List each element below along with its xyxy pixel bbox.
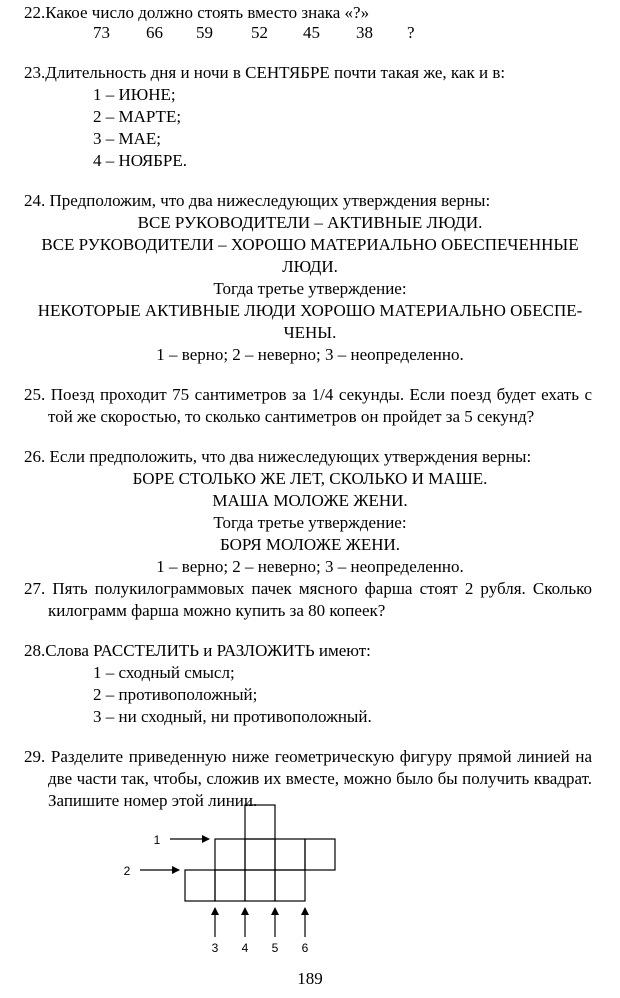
q28-option: 3 – ни сходный, ни противоположный. [93, 707, 372, 726]
q23-option: 2 – МАРТЕ; [93, 107, 182, 126]
q22-number: 73 [93, 23, 110, 42]
q26-then: Тогда третье утверждение: [213, 513, 407, 532]
q29-line-2: две части так, чтобы, сложив их вместе, можно было бы получить квадрат. [48, 769, 592, 788]
q26-answers: 1 – верно; 2 – неверно; 3 – неопределенно. [156, 557, 464, 576]
q28-text: 28.Слова РАССТЕЛИТЬ и РАЗЛОЖИТЬ имеют: [24, 641, 371, 660]
figure-label-4: 4 [241, 941, 249, 955]
grid-figure [185, 805, 335, 901]
q26-statement-3: БОРЯ МОЛОЖЕ ЖЕНИ. [219, 535, 401, 554]
q24-statement-2b: ЛЮДИ. [282, 257, 338, 276]
q28-option: 2 – противоположный; [93, 685, 258, 704]
q29-figure [0, 800, 620, 970]
q29-line-3: Запишите номер этой линии. [48, 791, 258, 810]
q28-option: 1 – сходный смысл; [93, 663, 235, 682]
q24-then: Тогда третье утверждение: [213, 279, 407, 298]
q22-text: 22.Какое число должно стоять вместо знака «?» [24, 3, 370, 22]
figure-label-5: 5 [271, 941, 279, 955]
q22-number: ? [407, 23, 415, 42]
figure-label-6: 6 [301, 941, 309, 955]
q22-number-sequence [0, 22, 620, 44]
q27-line-2: килограмм фарша можно купить за 80 копеек? [48, 601, 386, 620]
q22-number: 52 [251, 23, 268, 42]
q22-number: 38 [356, 23, 373, 42]
q24-statement-1: ВСЕ РУКОВОДИТЕЛИ – АКТИВНЫЕ ЛЮДИ. [137, 213, 483, 232]
figure-label-2: 2 [123, 864, 131, 878]
q23-option: 1 – ИЮНЕ; [93, 85, 176, 104]
q23-text: 23.Длительность дня и ночи в СЕНТЯБРЕ почти такая же, как и в: [24, 63, 506, 82]
q24-statement-3b: ЧЕНЫ. [283, 323, 337, 342]
figure-label-3: 3 [211, 941, 219, 955]
figure-label-1: 1 [153, 833, 161, 847]
q24-answers: 1 – верно; 2 – неверно; 3 – неопределенно. [156, 345, 464, 364]
page-number: 189 [297, 969, 323, 988]
q23-option: 4 – НОЯБРЕ. [93, 151, 188, 170]
q25-line-1: 25. Поезд проходит 75 сантиметров за 1/4 секунды. Если поезд будет ехать с [24, 385, 592, 404]
q26-statement-2: МАША МОЛОЖЕ ЖЕНИ. [212, 491, 408, 510]
q22-number: 66 [146, 23, 163, 42]
q22-number: 45 [303, 23, 320, 42]
q24-text: 24. Предположим, что два нижеследующих утверждения верны: [24, 191, 491, 210]
q26-text: 26. Если предположить, что два нижеследующих утверждения верны: [24, 447, 532, 466]
q24-statement-3a: НЕКОТОРЫЕ АКТИВНЫЕ ЛЮДИ ХОРОШО МАТЕРИАЛЬНО ОБЕСПЕ- [37, 301, 583, 320]
q24-statement-2a: ВСЕ РУКОВОДИТЕЛИ – ХОРОШО МАТЕРИАЛЬНО ОБЕСПЕЧЕННЫЕ [41, 235, 579, 254]
q26-statement-1: БОРЕ СТОЛЬКО ЖЕ ЛЕТ, СКОЛЬКО И МАШЕ. [132, 469, 488, 488]
q25-line-2: той же скоростью, то сколько сантиметров он пройдет за 5 секунд? [48, 407, 535, 426]
q27-line-1: 27. Пять полукилограммовых пачек мясного фарша стоят 2 рубля. Сколько [24, 579, 592, 598]
q23-option: 3 – МАЕ; [93, 129, 161, 148]
q29-line-1: 29. Разделите приведенную ниже геометрическую фигуру прямой линией на [24, 747, 592, 766]
q22-number: 59 [196, 23, 213, 42]
